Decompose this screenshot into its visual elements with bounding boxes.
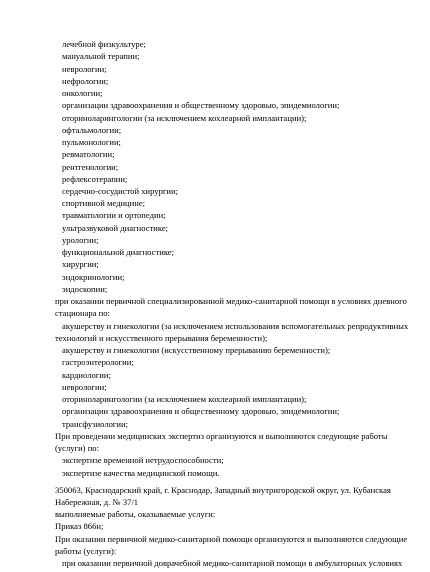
text-line: трансфузиологии;: [62, 418, 129, 429]
text-line: 350063, Краснодарский край, г. Краснодар, Западный внутригородской округ, ул. Кубанская: [55, 484, 391, 495]
text-line: организации здравоохранения и общественному здоровью, эпидемиологии;: [62, 100, 340, 111]
text-line: сердечно-сосудистой хирургии;: [62, 185, 179, 196]
text-line: При оказании первичной медико-санитарной помощи организуются и выполняются следующие: [55, 533, 408, 544]
text-line: (услуги) по:: [55, 443, 99, 454]
text-line: пульмонологии;: [62, 137, 121, 147]
text-line: акушерству и гинекологии (за исключением использования вспомогательных репродуктивных: [62, 320, 409, 331]
text-line: неврологии;: [62, 381, 107, 392]
text-line: рефлексотерапии;: [62, 173, 128, 184]
text-line: работы (услуги):: [55, 545, 117, 556]
text-line: экспертизе временной нетрудоспособности;: [62, 455, 224, 466]
text-line: Приказ 866н;: [55, 521, 104, 532]
text-line: стационара по:: [55, 308, 110, 319]
text-line: при оказании первичной доврачебной медико-санитарной помощи в амбулаторных условиях: [62, 558, 403, 568]
text-line: гастроэнтерологии;: [62, 357, 134, 368]
text-line: неврологии;: [62, 63, 107, 74]
text-line: хирургии;: [62, 259, 99, 270]
text-line: урологии;: [62, 234, 99, 245]
text-line: ультразвуковой диагностике;: [62, 222, 169, 233]
text-line: при оказании первичной специализированной медико-санитарной помощи в условиях дневного: [55, 296, 407, 307]
text-line: оториноларингологии (за исключением кохлеарной имплантации);: [62, 394, 307, 405]
text-line: офтальмологии;: [62, 124, 122, 135]
text-line: При проведении медицинских экспертиз организуются и выполняются следующие работы: [55, 430, 388, 441]
text-line: рентгенологии;: [62, 161, 119, 172]
text-line: ревматологии;: [62, 149, 115, 160]
text-line: Набережная, д. № 37/1: [55, 496, 139, 507]
text-line: спортивной медицине;: [62, 198, 146, 209]
text-line: организации здравоохранения и общественному здоровью, эпидемиологии;: [62, 406, 340, 417]
text-line: кардиологии;: [62, 369, 111, 380]
text-line: выполняемые работы, оказываемые услуги:: [55, 509, 216, 519]
text-line: нефрологии;: [62, 75, 109, 86]
text-line: лечебной физкультуре;: [62, 39, 146, 49]
text-line: эндокринологии;: [62, 271, 125, 282]
text-line: онкологии;: [62, 88, 103, 98]
text-line: экспертизе качества медицинской помощи.: [62, 467, 220, 478]
text-line: функциональной диагностике;: [62, 247, 175, 258]
text-line: эндоскопии;: [62, 283, 108, 294]
text-line: мануальной терапии;: [62, 51, 140, 62]
text-line: оториноларингологии (за исключением кохлеарной имплантации);: [62, 112, 307, 123]
text-line: технологий и искусственного прерывания беременности);: [55, 332, 268, 343]
text-line: акушерству и гинекологии (искусственному прерыванию беременности);: [62, 345, 331, 356]
text-line: травматологии и ортопедии;: [62, 210, 166, 221]
